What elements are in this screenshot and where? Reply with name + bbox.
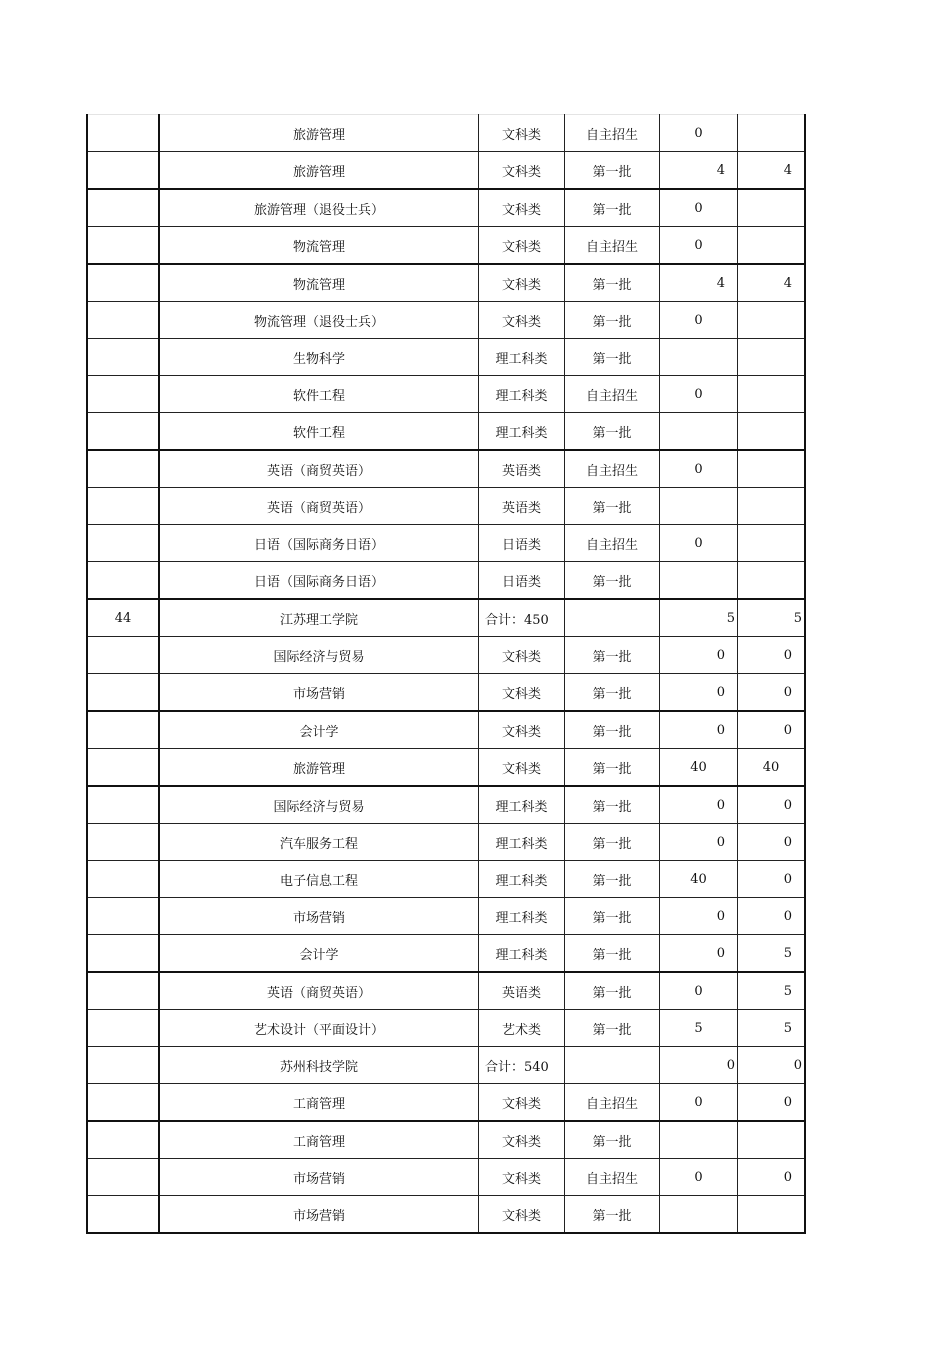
cell-major: 江苏理工学院 xyxy=(159,599,479,637)
table-row xyxy=(87,824,805,861)
cell-major: 电子信息工程 xyxy=(159,861,479,898)
cell-plan-b: 4 xyxy=(738,152,806,190)
cell-plan-a xyxy=(660,488,738,525)
cell-major: 工商管理 xyxy=(159,1121,479,1159)
table-row xyxy=(87,1010,805,1047)
table-body xyxy=(87,115,805,1234)
cell-plan-a: 0 xyxy=(660,115,738,152)
cell-index xyxy=(87,1010,159,1047)
table-row xyxy=(87,972,805,1010)
cell-index xyxy=(87,972,159,1010)
cell-category: 日语类 xyxy=(479,562,565,600)
cell-major: 市场营销 xyxy=(159,1196,479,1234)
cell-category: 英语类 xyxy=(479,450,565,488)
cell-plan-b xyxy=(738,227,806,265)
cell-index: 44 xyxy=(87,599,159,637)
cell-plan-a: 0 xyxy=(660,1047,738,1084)
cell-major: 物流管理 xyxy=(159,227,479,265)
cell-plan-a: 0 xyxy=(660,1159,738,1196)
cell-batch: 第一批 xyxy=(565,339,660,376)
cell-index xyxy=(87,115,159,152)
cell-plan-b: 5 xyxy=(738,972,806,1010)
cell-plan-b xyxy=(738,525,806,562)
table-row xyxy=(87,637,805,674)
cell-plan-b xyxy=(738,488,806,525)
cell-index xyxy=(87,637,159,674)
table-row xyxy=(87,115,805,152)
cell-major: 市场营销 xyxy=(159,674,479,712)
cell-plan-a: 0 xyxy=(660,786,738,824)
cell-plan-b: 0 xyxy=(738,1084,806,1122)
cell-category: 英语类 xyxy=(479,972,565,1010)
cell-category: 理工科类 xyxy=(479,413,565,451)
cell-plan-b xyxy=(738,189,806,227)
cell-major: 软件工程 xyxy=(159,413,479,451)
table-row xyxy=(87,599,805,637)
cell-major: 英语（商贸英语） xyxy=(159,972,479,1010)
cell-category: 文科类 xyxy=(479,1159,565,1196)
cell-index xyxy=(87,376,159,413)
cell-index xyxy=(87,339,159,376)
cell-index xyxy=(87,227,159,265)
table-row xyxy=(87,786,805,824)
cell-plan-a: 4 xyxy=(660,264,738,302)
cell-plan-a: 0 xyxy=(660,674,738,712)
cell-batch: 第一批 xyxy=(565,824,660,861)
cell-category: 理工科类 xyxy=(479,786,565,824)
cell-index xyxy=(87,711,159,749)
table-row xyxy=(87,1159,805,1196)
cell-plan-a: 0 xyxy=(660,711,738,749)
cell-major: 旅游管理（退役士兵） xyxy=(159,189,479,227)
cell-plan-a xyxy=(660,339,738,376)
cell-category: 文科类 xyxy=(479,711,565,749)
table-row xyxy=(87,935,805,973)
cell-index xyxy=(87,1196,159,1234)
cell-index xyxy=(87,786,159,824)
table-row xyxy=(87,1047,805,1084)
cell-index xyxy=(87,302,159,339)
cell-category: 文科类 xyxy=(479,1121,565,1159)
cell-category: 文科类 xyxy=(479,227,565,265)
cell-batch: 自主招生 xyxy=(565,1084,660,1122)
cell-category: 文科类 xyxy=(479,674,565,712)
cell-index xyxy=(87,749,159,787)
cell-index xyxy=(87,824,159,861)
table-row xyxy=(87,413,805,451)
cell-batch xyxy=(565,1047,660,1084)
cell-plan-b: 0 xyxy=(738,786,806,824)
cell-plan-a: 0 xyxy=(660,302,738,339)
cell-plan-b: 0 xyxy=(738,1159,806,1196)
cell-category: 理工科类 xyxy=(479,376,565,413)
cell-batch: 自主招生 xyxy=(565,450,660,488)
cell-plan-a: 0 xyxy=(660,189,738,227)
cell-plan-a: 40 xyxy=(660,749,738,787)
cell-batch: 第一批 xyxy=(565,711,660,749)
cell-plan-b: 40 xyxy=(738,749,806,787)
cell-plan-a xyxy=(660,1121,738,1159)
cell-batch: 第一批 xyxy=(565,264,660,302)
cell-batch: 第一批 xyxy=(565,861,660,898)
cell-batch: 第一批 xyxy=(565,1196,660,1234)
cell-major: 旅游管理 xyxy=(159,749,479,787)
cell-major: 国际经济与贸易 xyxy=(159,786,479,824)
cell-category: 合计：450 xyxy=(479,599,565,637)
table-row xyxy=(87,152,805,190)
cell-batch: 自主招生 xyxy=(565,1159,660,1196)
table-row xyxy=(87,1084,805,1122)
cell-category: 文科类 xyxy=(479,152,565,190)
cell-index xyxy=(87,189,159,227)
cell-batch: 第一批 xyxy=(565,786,660,824)
cell-major: 软件工程 xyxy=(159,376,479,413)
cell-index xyxy=(87,264,159,302)
cell-batch: 第一批 xyxy=(565,1010,660,1047)
cell-index xyxy=(87,861,159,898)
cell-plan-a: 0 xyxy=(660,1084,738,1122)
cell-plan-b: 5 xyxy=(738,599,806,637)
cell-plan-b: 0 xyxy=(738,711,806,749)
enrollment-table xyxy=(86,114,806,1234)
cell-index xyxy=(87,1121,159,1159)
cell-plan-a: 0 xyxy=(660,637,738,674)
cell-major: 英语（商贸英语） xyxy=(159,450,479,488)
cell-plan-b: 0 xyxy=(738,674,806,712)
cell-plan-a: 0 xyxy=(660,824,738,861)
cell-index xyxy=(87,674,159,712)
cell-major: 旅游管理 xyxy=(159,152,479,190)
cell-plan-b xyxy=(738,562,806,600)
cell-plan-a: 40 xyxy=(660,861,738,898)
cell-plan-a xyxy=(660,562,738,600)
table-row xyxy=(87,450,805,488)
cell-category: 文科类 xyxy=(479,1084,565,1122)
cell-category: 理工科类 xyxy=(479,824,565,861)
table-row xyxy=(87,1196,805,1234)
table-row xyxy=(87,227,805,265)
table-row xyxy=(87,749,805,787)
cell-major: 汽车服务工程 xyxy=(159,824,479,861)
table-row xyxy=(87,264,805,302)
cell-plan-a: 0 xyxy=(660,450,738,488)
cell-index xyxy=(87,562,159,600)
cell-major: 日语（国际商务日语） xyxy=(159,562,479,600)
cell-category: 英语类 xyxy=(479,488,565,525)
cell-category: 文科类 xyxy=(479,264,565,302)
table-row xyxy=(87,189,805,227)
cell-plan-b: 0 xyxy=(738,898,806,935)
cell-plan-a: 5 xyxy=(660,599,738,637)
cell-category: 文科类 xyxy=(479,637,565,674)
cell-plan-a: 0 xyxy=(660,376,738,413)
cell-category: 文科类 xyxy=(479,115,565,152)
cell-plan-a xyxy=(660,413,738,451)
cell-plan-b: 0 xyxy=(738,637,806,674)
cell-index xyxy=(87,413,159,451)
cell-batch: 第一批 xyxy=(565,898,660,935)
cell-category: 文科类 xyxy=(479,302,565,339)
table-row xyxy=(87,339,805,376)
cell-batch: 自主招生 xyxy=(565,227,660,265)
cell-batch xyxy=(565,599,660,637)
cell-major: 旅游管理 xyxy=(159,115,479,152)
cell-category: 理工科类 xyxy=(479,861,565,898)
cell-plan-b xyxy=(738,1196,806,1234)
cell-category: 合计：540 xyxy=(479,1047,565,1084)
table-row xyxy=(87,674,805,712)
cell-major: 苏州科技学院 xyxy=(159,1047,479,1084)
cell-plan-b xyxy=(738,450,806,488)
cell-batch: 自主招生 xyxy=(565,376,660,413)
cell-plan-b: 5 xyxy=(738,935,806,973)
table-row xyxy=(87,376,805,413)
cell-index xyxy=(87,1047,159,1084)
cell-index xyxy=(87,935,159,973)
cell-major: 国际经济与贸易 xyxy=(159,637,479,674)
table-row xyxy=(87,1121,805,1159)
cell-plan-b: 0 xyxy=(738,1047,806,1084)
cell-index xyxy=(87,1159,159,1196)
cell-index xyxy=(87,488,159,525)
cell-batch: 第一批 xyxy=(565,189,660,227)
cell-batch: 第一批 xyxy=(565,972,660,1010)
cell-category: 文科类 xyxy=(479,749,565,787)
cell-plan-a xyxy=(660,1196,738,1234)
cell-major: 市场营销 xyxy=(159,1159,479,1196)
cell-major: 日语（国际商务日语） xyxy=(159,525,479,562)
cell-plan-a: 0 xyxy=(660,525,738,562)
cell-batch: 第一批 xyxy=(565,935,660,973)
cell-plan-b: 5 xyxy=(738,1010,806,1047)
cell-batch: 第一批 xyxy=(565,302,660,339)
cell-batch: 第一批 xyxy=(565,637,660,674)
cell-major: 艺术设计（平面设计） xyxy=(159,1010,479,1047)
table-row xyxy=(87,711,805,749)
cell-category: 理工科类 xyxy=(479,898,565,935)
cell-category: 理工科类 xyxy=(479,339,565,376)
table-row xyxy=(87,302,805,339)
cell-category: 文科类 xyxy=(479,189,565,227)
cell-plan-b xyxy=(738,413,806,451)
table-row xyxy=(87,488,805,525)
cell-plan-b xyxy=(738,339,806,376)
cell-major: 会计学 xyxy=(159,935,479,973)
cell-batch: 第一批 xyxy=(565,488,660,525)
cell-plan-b: 0 xyxy=(738,861,806,898)
cell-batch: 自主招生 xyxy=(565,525,660,562)
cell-plan-a: 0 xyxy=(660,227,738,265)
table-row xyxy=(87,861,805,898)
cell-index xyxy=(87,525,159,562)
cell-index xyxy=(87,1084,159,1122)
cell-batch: 第一批 xyxy=(565,413,660,451)
cell-category: 理工科类 xyxy=(479,935,565,973)
cell-batch: 自主招生 xyxy=(565,115,660,152)
cell-batch: 第一批 xyxy=(565,674,660,712)
table-row xyxy=(87,562,805,600)
cell-batch: 第一批 xyxy=(565,152,660,190)
cell-plan-b: 4 xyxy=(738,264,806,302)
cell-major: 物流管理 xyxy=(159,264,479,302)
cell-index xyxy=(87,898,159,935)
cell-major: 生物科学 xyxy=(159,339,479,376)
table-row xyxy=(87,525,805,562)
cell-plan-b xyxy=(738,1121,806,1159)
cell-plan-a: 0 xyxy=(660,935,738,973)
cell-index xyxy=(87,450,159,488)
cell-major: 市场营销 xyxy=(159,898,479,935)
cell-batch: 第一批 xyxy=(565,1121,660,1159)
cell-category: 日语类 xyxy=(479,525,565,562)
cell-batch: 第一批 xyxy=(565,562,660,600)
cell-category: 文科类 xyxy=(479,1196,565,1234)
cell-batch: 第一批 xyxy=(565,749,660,787)
cell-category: 艺术类 xyxy=(479,1010,565,1047)
cell-major: 英语（商贸英语） xyxy=(159,488,479,525)
cell-plan-a: 0 xyxy=(660,972,738,1010)
cell-plan-b xyxy=(738,302,806,339)
cell-major: 会计学 xyxy=(159,711,479,749)
table-row xyxy=(87,898,805,935)
cell-index xyxy=(87,152,159,190)
cell-plan-b xyxy=(738,115,806,152)
cell-plan-b xyxy=(738,376,806,413)
cell-plan-a: 0 xyxy=(660,898,738,935)
cell-plan-b: 0 xyxy=(738,824,806,861)
cell-major: 工商管理 xyxy=(159,1084,479,1122)
cell-major: 物流管理（退役士兵） xyxy=(159,302,479,339)
cell-plan-a: 5 xyxy=(660,1010,738,1047)
cell-plan-a: 4 xyxy=(660,152,738,190)
